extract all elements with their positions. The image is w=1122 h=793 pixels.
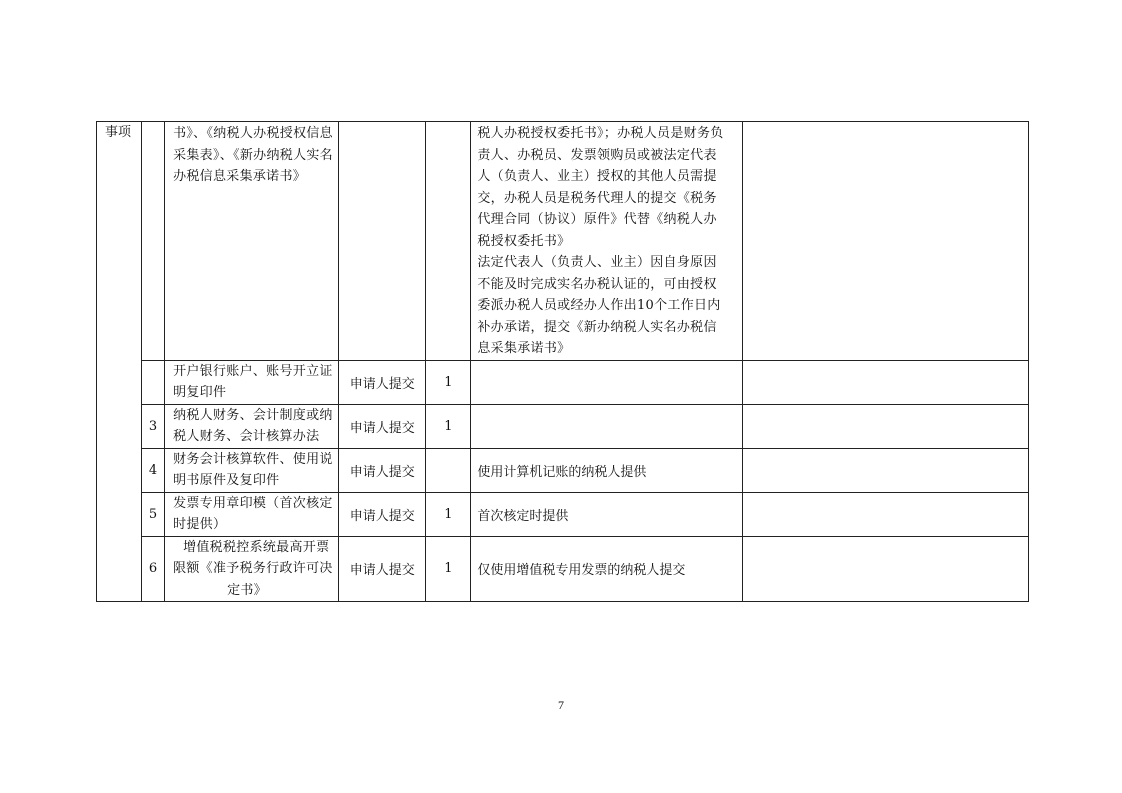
row-number-cell — [142, 448, 165, 492]
quantity-cell — [426, 536, 471, 602]
quantity-cell — [426, 122, 471, 361]
submitter-cell — [339, 492, 426, 536]
row-number-cell — [142, 404, 165, 448]
row-number: 5 — [148, 506, 158, 522]
note-cell — [471, 122, 742, 361]
material-name-cell — [165, 536, 339, 602]
extra-cell — [742, 360, 1028, 404]
quantity-cell — [426, 404, 471, 448]
table-row — [97, 492, 1029, 536]
row-number-cell — [142, 492, 165, 536]
note: 使用计算机记账的纳税人提供 — [477, 464, 647, 480]
quantity-cell — [426, 448, 471, 492]
extra-cell — [742, 404, 1028, 448]
submitter: 申请人提交 — [349, 508, 415, 524]
quantity: 1 — [444, 374, 453, 390]
extra-cell — [742, 492, 1028, 536]
material-name: 增值税税控系统最高开票 限额《准予税务行政许可决 定书》 — [173, 539, 333, 598]
material-name-cell — [165, 360, 339, 404]
submitter: 申请人提交 — [349, 376, 415, 392]
row-number-cell — [142, 360, 165, 404]
table-row — [97, 536, 1029, 602]
material-name: 开户银行账户、账号开立证 明复印件 — [173, 363, 333, 400]
submitter-cell — [339, 448, 426, 492]
quantity: 1 — [444, 506, 453, 522]
note: 税人办税授权委托书》；办税人员是财务负 责人、办税员、发票领购员或被法定代表 人（负责人、业主）授权的其他人员需提 交，办税人员是税务代理人的提交《税务 代理合同（协议）原件》代替《纳税人办 税授权委托书》 法定代表人（负责人、业主）因自身原因 不能及时完成实名办税认证的，可由授权 委派办税人员或经办人作出10个工作日内 补办承诺，提交《新办纳税人实名办税信 息采集承诺书》 — [477, 126, 724, 356]
row-number: 6 — [148, 561, 158, 577]
extra-cell — [742, 122, 1028, 361]
material-name: 财务会计核算软件、使用说 明书原件及复印件 — [173, 451, 333, 488]
row-number: 3 — [148, 418, 158, 434]
quantity-cell — [426, 360, 471, 404]
material-name: 纳税人财务、会计制度或纳 税人财务、会计核算办法 — [173, 407, 333, 444]
row-number-cell — [142, 536, 165, 602]
note-cell — [471, 404, 742, 448]
submitter: 申请人提交 — [349, 420, 415, 436]
category-cell — [97, 122, 142, 602]
page-number: 7 — [558, 698, 564, 712]
note-cell — [471, 492, 742, 536]
submitter-cell — [339, 536, 426, 602]
table-row — [97, 360, 1029, 404]
material-name-cell — [165, 448, 339, 492]
row-number: 4 — [148, 462, 158, 478]
material-name-cell — [165, 122, 339, 361]
note-cell — [471, 536, 742, 602]
material-name: 发票专用章印模（首次核定 时提供） — [173, 495, 333, 532]
extra-cell — [742, 536, 1028, 602]
note-cell — [471, 448, 742, 492]
quantity: 1 — [444, 418, 453, 434]
note: 首次核定时提供 — [477, 508, 569, 524]
category-label: 事项 — [105, 125, 132, 140]
material-name-cell — [165, 492, 339, 536]
submitter-cell — [339, 404, 426, 448]
submitter-cell — [339, 360, 426, 404]
extra-cell — [742, 448, 1028, 492]
submitter: 申请人提交 — [349, 464, 415, 480]
row-number-cell — [142, 122, 165, 361]
table-row — [97, 404, 1029, 448]
materials-table — [96, 121, 1029, 602]
material-name-cell — [165, 404, 339, 448]
quantity-cell — [426, 492, 471, 536]
table-row — [97, 448, 1029, 492]
table-row — [97, 122, 1029, 361]
note: 仅使用增值税专用发票的纳税人提交 — [477, 563, 686, 579]
quantity: 1 — [444, 561, 453, 577]
submitter: 申请人提交 — [349, 563, 415, 579]
material-name: 书》、《纳税人办税授权信息 采集表》、《新办纳税人实名 办税信息采集承诺书》 — [173, 126, 333, 184]
submitter-cell — [339, 122, 426, 361]
note-cell — [471, 360, 742, 404]
